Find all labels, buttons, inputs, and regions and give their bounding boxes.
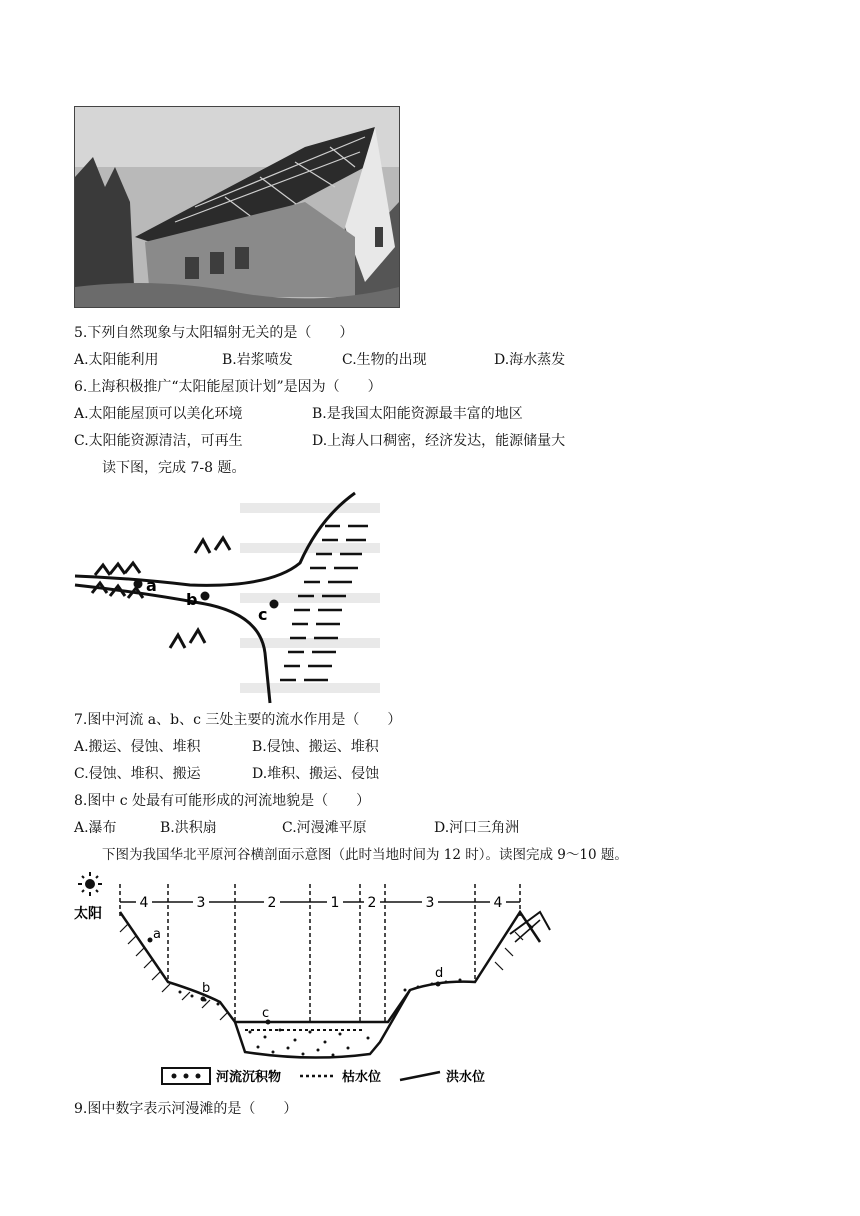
q6-option-b: B.是我国太阳能资源最丰富的地区 — [312, 406, 523, 422]
q5-option-a: A.太阳能利用 — [74, 352, 159, 368]
segment-label-1: 4 — [139, 895, 149, 911]
q8-option-c: C.河漫滩平原 — [282, 820, 367, 836]
point-a-label: a — [146, 576, 157, 595]
q7-option-c: C.侵蚀、堆积、搬运 — [74, 766, 201, 782]
q6-option-c: C.太阳能资源清洁，可再生 — [74, 433, 243, 449]
legend-sediment: 河流沉积物 — [216, 1070, 282, 1085]
intro-7-8: 读下图，完成 7-8 题。 — [102, 460, 246, 476]
q6-stem: 6.上海积极推广“太阳能屋顶计划”是因为（ ） — [74, 379, 382, 395]
q5-option-b: B.岩浆喷发 — [222, 352, 293, 368]
solar-house-photo — [74, 106, 400, 308]
sun-icon — [78, 872, 102, 896]
q5-option-d: D.海水蒸发 — [494, 352, 566, 368]
q7-option-b: B.侵蚀、搬运、堆积 — [252, 739, 379, 755]
segment-label-6: 3 — [425, 895, 435, 911]
q8-option-a: A.瀑布 — [74, 820, 117, 836]
q8-option-d: D.河口三角洲 — [434, 820, 520, 836]
valley-cross-section — [70, 872, 560, 1092]
segment-label-7: 4 — [493, 895, 503, 911]
q6-option-a: A.太阳能屋顶可以美化环境 — [74, 406, 243, 422]
segment-label-4: 1 — [330, 895, 340, 911]
point-b-label: b — [186, 590, 198, 609]
legend-dry-level: 枯水位 — [342, 1070, 382, 1085]
segment-label-3: 2 — [267, 895, 277, 911]
q5-option-c: C.生物的出现 — [342, 352, 427, 368]
q7-option-a: A.搬运、侵蚀、堆积 — [74, 739, 201, 755]
point-c-label: c — [258, 605, 268, 624]
valley-point-c: c — [262, 1006, 270, 1021]
q8-option-b: B.洪积扇 — [160, 820, 217, 836]
q9-stem: 9.图中数字表示河漫滩的是（ ） — [74, 1101, 298, 1117]
q6-option-d: D.上海人口稠密，经济发达，能源储量大 — [312, 433, 566, 449]
q8-stem: 8.图中 c 处最有可能形成的河流地貌是（ ） — [74, 793, 371, 809]
sun-label: 太阳 — [74, 906, 102, 922]
segment-label-2: 3 — [196, 895, 206, 911]
river-diagram — [70, 488, 390, 708]
legend-flood-level: 洪水位 — [446, 1070, 486, 1085]
segment-label-5: 2 — [367, 895, 377, 911]
valley-point-a: a — [153, 927, 161, 942]
valley-point-d: d — [435, 966, 444, 981]
q5-stem: 5.下列自然现象与太阳辐射无关的是（ ） — [74, 325, 354, 341]
valley-point-b: b — [202, 981, 211, 996]
q7-option-d: D.堆积、搬运、侵蚀 — [252, 766, 380, 782]
q7-stem: 7.图中河流 a、b、c 三处主要的流水作用是（ ） — [74, 712, 402, 728]
legend — [162, 1068, 485, 1085]
intro-9-10: 下图为我国华北平原河谷横剖面示意图（此时当地时间为 12 时）。读图完成 9～10 题。 — [102, 847, 628, 863]
